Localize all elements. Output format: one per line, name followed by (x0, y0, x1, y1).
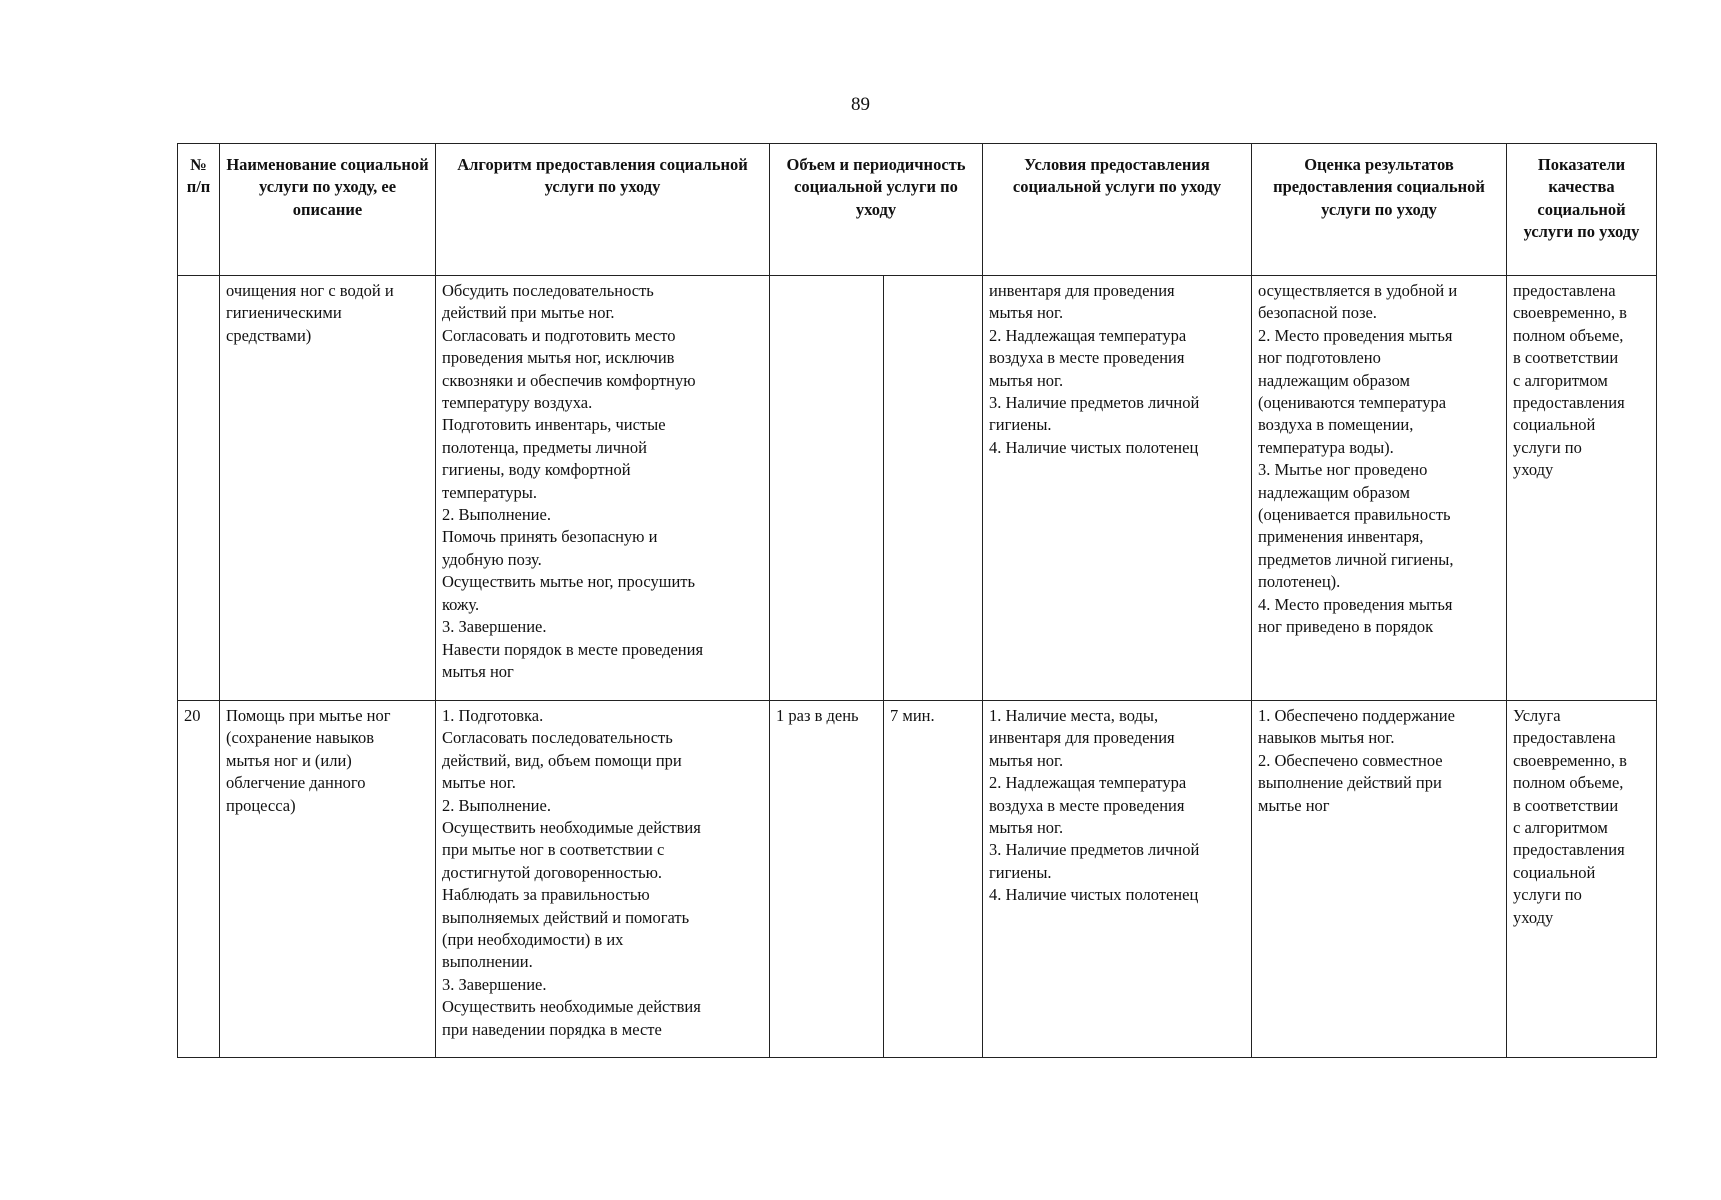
service-conditions: инвентаря для проведения мытья ног. 2. Надлежащая температура воздуха в месте проведения мытья ног. 3. Наличие предметов личной гигиены. 4. Наличие чистых полотенец (983, 276, 1252, 701)
service-name: очищения ног с водой и гигиеническими средствами) (220, 276, 436, 701)
header-conditions: Условия предоставления социальной услуги по уходу (983, 144, 1252, 276)
table-row (178, 276, 1657, 701)
service-evaluation: 1. Обеспечено поддержание навыков мытья ног. 2. Обеспечено совместное выполнение действий при мытье ног (1252, 701, 1507, 1058)
service-conditions: 1. Наличие места, воды, инвентаря для проведения мытья ног. 2. Надлежащая температура воздуха в месте проведения мытья ног. 3. Наличие предметов личной гигиены. 4. Наличие чистых полотенец (983, 701, 1252, 1058)
service-indicators: Услуга предоставлена своевременно, в полном объеме, в соответствии с алгоритмом предоставления социальной услуги по уходу (1507, 701, 1657, 1058)
header-volume: Объем и периодичность социальной услуги по уходу (770, 144, 983, 276)
service-duration (884, 276, 983, 701)
service-frequency (770, 276, 884, 701)
table-row (178, 701, 1657, 1058)
service-algorithm: 1. Подготовка. Согласовать последовательность действий, вид, объем помощи при мытье ног. 2. Выполнение. Осуществить необходимые действия при мытье ног в соответствии с достигнутой договоренностью. Наблюдать за правильностью выполняемых действий и помогать (при необходимости) в их выполнении. 3. Завершение. Осуществить необходимые действия при наведении порядка в месте (436, 701, 770, 1058)
page-number: 89 (851, 94, 870, 115)
header-indicators: Показатели качества социальной услуги по уходу (1507, 144, 1657, 276)
header-evaluation: Оценка результатов предоставления социальной услуги по уходу (1252, 144, 1507, 276)
row-number (178, 276, 220, 701)
header-num: № п/п (178, 144, 220, 276)
service-evaluation: осуществляется в удобной и безопасной позе. 2. Место проведения мытья ног подготовлено надлежащим образом (оцениваются температура воздуха в помещении, температура воды). 3. Мытье ног проведено надлежащим образом (оценивается правильность применения инвентаря, предметов личной гигиены, полотенец). 4. Место проведения мытья ног приведено в порядок (1252, 276, 1507, 701)
header-algorithm: Алгоритм предоставления социальной услуги по уходу (436, 144, 770, 276)
header-name: Наименование социальной услуги по уходу, ее описание (220, 144, 436, 276)
service-indicators: предоставлена своевременно, в полном объеме, в соответствии с алгоритмом предоставления социальной услуги по уходу (1507, 276, 1657, 701)
header-row (178, 144, 1657, 276)
service-name: Помощь при мытье ног (сохранение навыков мытья ног и (или) облегчение данного процесса) (220, 701, 436, 1058)
service-algorithm: Обсудить последовательность действий при мытье ног. Согласовать и подготовить место проведения мытья ног, исключив сквозняки и обеспечив комфортную температуру воздуха. Подготовить инвентарь, чистые полотенца, предметы личной гигиены, воду комфортной температуры. 2. Выполнение. Помочь принять безопасную и удобную позу. Осуществить мытье ног, просушить кожу. 3. Завершение. Навести порядок в месте проведения мытья ног (436, 276, 770, 701)
row-number: 20 (178, 701, 220, 1058)
services-table (177, 143, 1657, 1058)
service-duration: 7 мин. (884, 701, 983, 1058)
service-frequency: 1 раз в день (770, 701, 884, 1058)
